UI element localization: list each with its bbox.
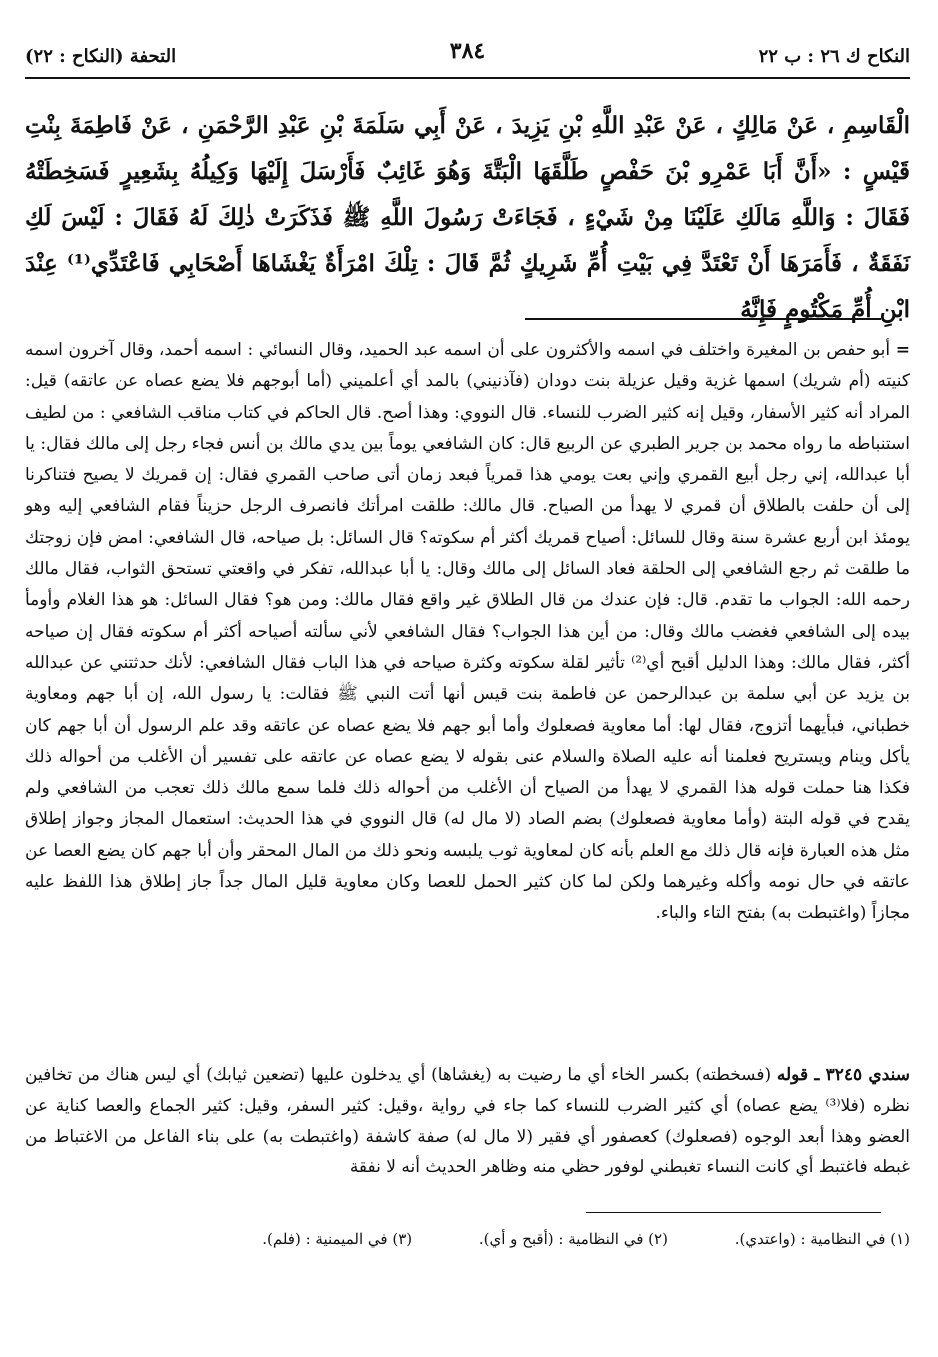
page-number: ٣٨٤ xyxy=(449,38,486,64)
section-divider xyxy=(525,318,881,320)
sindi-lead: سندي ٣٢٤٥ ـ قوله xyxy=(776,1065,911,1085)
footnote-2: (٢) في النظامية : (أقبح و أي). xyxy=(478,1230,668,1248)
sindi-text: (فسخطته) بكسر الخاء أي ما رضيت به (يغشاها) أي يدخلون عليها (تضعين ثيابك) أي ليس هناك من تخافين نظره (فلا⁽³⁾ يضع عصاه) أي كثير الضرب للنساء كما جاء في رواية ،وقيل: كثير السفر، وقيل: كثير الجماع والعصا كناية عن العضو وهذا أبعد الوجوه (فصعلوك) كعصفور أي فقير (لا مال له) صفة كاشفة (واغتبطت به) على بناء الفاعل من الاغتباط من غبطه فاغتبط أي كانت النساء تغبطني لوفور حظي منه وظاهر الحديث أنه لا نفقة xyxy=(25,1065,910,1178)
header-chapter-ref: النكاح ك ٢٦ : ب ٢٢ xyxy=(758,46,910,67)
page-header xyxy=(25,38,910,72)
commentary-paragraph xyxy=(25,335,910,930)
commentary-block xyxy=(25,335,910,930)
hadith-text: الْقَاسِمِ ، عَنْ مَالِكٍ ، عَنْ عَبْدِ اللَّهِ بْنِ يَزِيدَ ، عَنْ أَبِي سَلَمَةَ بْنِ عَبْدِ الرَّحْمَنِ ، عَنْ فَاطِمَةَ بِنْتِ قَيْسٍ : «أَنَّ أَبَا عَمْرِو بْنَ حَفْصٍ طَلَّقَهَا الْبَتَّةَ وَهُوَ غَائِبٌ فَأَرْسَلَ إِلَيْهَا وَكِيلُهُ بِشَعِيرٍ فَسَخِطَتْهُ فَقَالَ : وَاللَّهِ مَالَكِ عَلَيْنَا مِنْ شَيْءٍ ، فَجَاءَتْ رَسُولَ اللَّهِ ﷺ فَذَكَرَتْ ذٰلِكَ لَهُ فَقَالَ : لَيْسَ لَكِ نَفَقَةٌ ، فَأَمَرَهَا أَنْ تَعْتَدَّ فِي بَيْتِ أُمِّ شَرِيكٍ ثُمَّ قَالَ : تِلْكَ امْرَأَةٌ يَغْشَاهَا أَصْحَابِي فَاعْتَدِّي⁽¹⁾ عِنْدَ ابْنِ أُمِّ مَكْتُومٍ فَإِنَّهُ xyxy=(25,112,910,323)
commentary-text: أبو حفص بن المغيرة واختلف في اسمه والأكثرون على أن اسمه عبد الحميد، وقال النسائي : اسمه أحمد، وقال آخرون اسمه كنيته (أم شريك) اسمها غزية وقيل عزيلة بنت دودان (فآذنيني) بالمد أي أعلميني (أما أبوجهم فلا يضع عصاه عن عاتقه) قيل: المراد أنه كثير الأسفار، وقيل إنه كثير الضرب للنساء. قال النووي: وهذا أصح. قال الحاكم في كتاب مناقب الشافعي : من لطيف استنباطه ما رواه محمد بن جرير الطبري عن الربيع قال: كان الشافعي يوماً بين يدي مالك بن أنس فجاء رجل إلى مالك فقال: يا أبا عبدالله، إني رجل أبيع القمري وإني بعت يومي هذا قمرياً فبعد زمان أتى صاحب القمري فقال: إن قمريك لا يصيح فتناكرنا إلى أن حلفت بالطلاق أن قمري لا يهدأ من الصياح. قال مالك: طلقت امرأتك فانصرف الرجل حزيناً فقام الشافعي إليه وهو يومئذ ابن أربع عشرة سنة وقال للسائل: أصياح قمريك أكثر أم سكوته؟ قال السائل: بل صياحه، قال الشافعي: امض فإن زوجتك ما طلقت ثم رجع الشافعي إلى الحلقة فعاد السائل إلى مالك وقال: يا أبا عبدالله، تفكر في واقعتي تستحق الثواب، فقال مالك رحمه الله: الجواب ما تقدم. قال: فإن عندك من قال الطلاق غير واقع فقال مالك: ومن هو؟ فقال السائل: هو هذا الغلام وأومأ بيده إلى الشافعي فغضب مالك وقال: من أين هذا الجواب؟ فقال الشافعي لأني سألته أصياحه أكثر أم سكوته فقال إن صياحه أكثر، فقال مالك: وهذا الدليل أقبح أي⁽²⁾ تأثير لقلة سكوته وكثرة صياحه في هذا الباب فقال الشافعي: لأنك حدثتني عن عبدالله بن يزيد عن أبي سلمة بن عبدالرحمن عن فاطمة بنت قيس أنها أتت النبي ﷺ فقالت: يا رسول الله، إن أبا جهم ومعاوية خطباني، فبأيهما أتزوج، فقال لها: أما معاوية فصعلوك وأما أبو جهم فلا يضع عصاه عن عاتقه وقد علم الرسول أن أبا جهم كان يأكل وينام ويستريح فعلمنا أنه عليه الصلاة والسلام عنى بقوله لا يضع عصاه عن عاتقه على تفسير أن الأغلب من أحواله ذلك فكذا هنا حملت قوله هذا القمري لا يهدأ من الصياح أن الأغلب من أحواله ذلك فلما سمع مالك ذلك تعجب من الشافعي ولم يقدح في قوله البتة (وأما معاوية فصعلوك) بضم الصاد (لا مال له) قال النووي في هذا الحديث: استعمال المجاز وجواز إطلاق مثل هذه العبارة فإنه قال ذلك مع العلم بأنه كان لمعاوية ثوب يلبسه ونحو ذلك من المال المحقر وأن أبا جهم كان يضع العصا عن عاتقه في حال نومه وأكله وغيرهما ولكن لما كان كثير الحمل للعصا وكان معاوية قليل المال جداً جاز إطلاق هذا اللفظ عليه مجازاً (واغتبطت به) بفتح التاء والباء. xyxy=(25,340,910,924)
footnotes xyxy=(170,1230,910,1248)
footnote-rule xyxy=(586,1212,881,1213)
sindi-paragraph xyxy=(25,1060,910,1183)
header-rule xyxy=(25,77,910,79)
footnote-1: (١) في النظامية : (واعتدي). xyxy=(734,1230,910,1248)
sindi-commentary xyxy=(25,1060,910,1183)
footnote-3: (٣) في الميمنية : (فلم). xyxy=(262,1230,413,1248)
continuation-marker: = xyxy=(895,340,910,360)
header-book-ref: التحفة (النكاح : ٢٢) xyxy=(25,46,177,67)
